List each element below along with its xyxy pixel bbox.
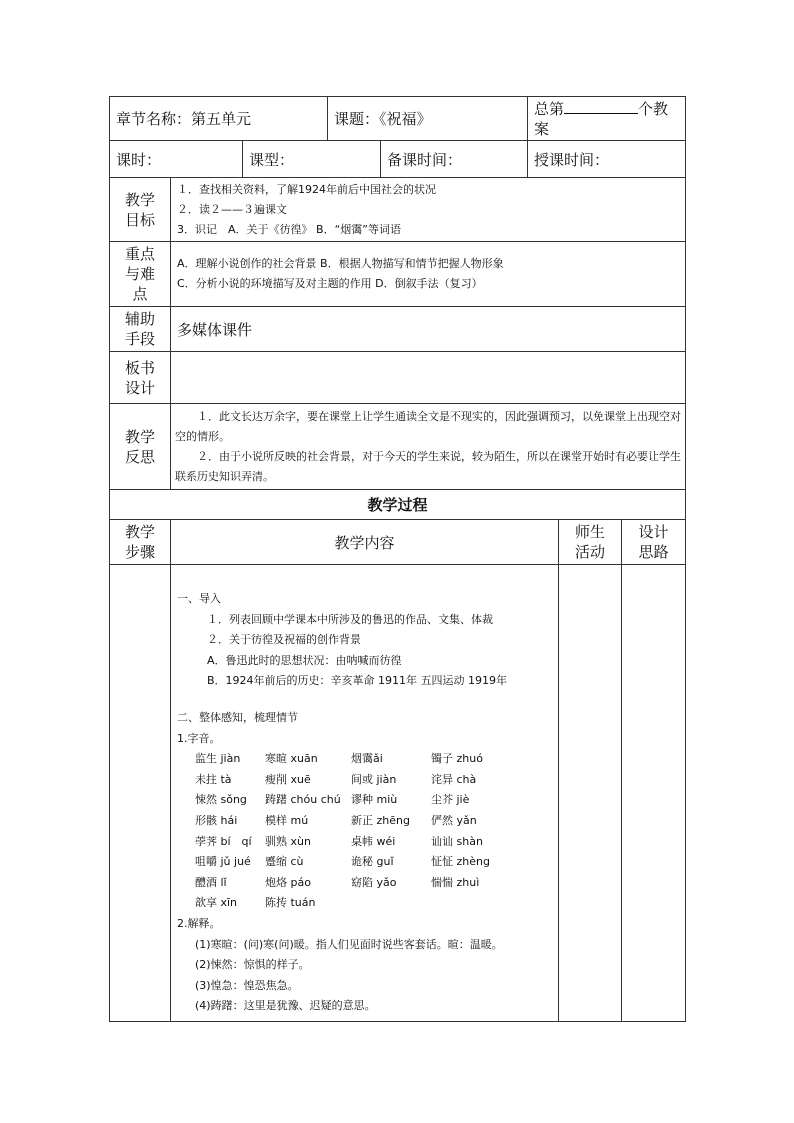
pinyin-word: 悚然 sǒng [195,793,247,807]
intro-item: １．列表回顾中学课本中所涉及的鲁迅的作品、文集、体裁 [207,612,493,626]
process-title: 教学过程 [110,490,686,520]
pinyin-word: 蹙缩 cù [265,855,304,869]
subsection-title: 1.字音。 [177,731,221,745]
total-blank [564,99,638,114]
intro-item: ２．关于彷徨及祝福的创作背景 [207,633,361,647]
goal-item: １．查找相关资料，了解1924年前后中国社会的状况 [177,182,436,196]
pinyin-word: 诧异 chà [431,772,477,786]
lesson-title-cell: 课题：《祝福》 [328,97,528,141]
pinyin-row [177,770,552,791]
schedule-table [109,140,686,178]
pinyin-list [177,749,552,914]
aids-content: 多媒体课件 [171,307,686,352]
explanation-item: (3)惶急：惶恐焦急。 [195,978,299,992]
pinyin-row [177,893,552,914]
pinyin-word: 踌躇 chóu chú [265,793,341,807]
pinyin-word: 桌帏 wéi [351,834,396,848]
design-cell [622,565,686,1022]
key-point-item: C．分析小说的环境描写及对主题的作用 D．倒叙手法（复习） [177,277,483,290]
pinyin-word: 未拄 tà [195,772,232,786]
total-prefix: 总第 [534,99,565,118]
info-table [109,177,686,520]
pinyin-row [177,873,552,894]
chapter-cell: 章节名称：第五单元 [110,97,328,141]
explanation-item: (4)踌躇：这里是犹豫、迟疑的意思。 [195,999,376,1013]
goals-label: 教学 目标 [110,178,171,242]
subsection-title: 2.解释。 [177,916,221,930]
pinyin-word: 谬种 miù [351,793,398,807]
pinyin-row [177,790,552,811]
pinyin-row [177,832,552,853]
pinyin-word: 咀嚼 jǔ jué [195,855,251,869]
explanation-item: (1)寒暄：(问)寒(问)暖。指人们见面时说些客套话。暄：温暖。 [195,937,503,951]
pinyin-word: 惴惴 zhuì [431,875,480,889]
board-content [171,352,686,404]
pinyin-word: 模样 mú [265,813,309,827]
pinyin-word: 荸荠 bí qí [195,834,252,848]
pinyin-word: 窈陷 yǎo [351,875,397,889]
board-label: 板书 设计 [110,352,171,404]
pinyin-word: 炮烙 páo [265,875,311,889]
pinyin-row [177,749,552,770]
pinyin-word: 醴酒 lǐ [195,875,227,889]
header-table [109,96,686,141]
hours-cell: 课时： [110,141,243,178]
reflection-para: ２．由于小说所反映的社会背景，对于今天的学生来说，较为陌生，所以在课堂开始时有必要让学生联系历史知识弄清。 [175,449,681,483]
reflection-para: １．此文长达万余字，要在课堂上让学生通读全文是不现实的，因此强调预习，以免课堂上出现空对空的情形。 [175,409,681,443]
pinyin-row [177,811,552,832]
key-points-label: 重点 与难 点 [110,242,171,307]
section-title: 一、导入 [177,592,221,605]
pinyin-row [177,852,552,873]
goal-item: ２．读２——３遍课文 [177,202,287,216]
process-table [109,519,686,1022]
steps-cell [110,565,171,1022]
key-point-item: A．理解小说创作的社会背景 B．根据人物描写和情节把握人物形象 [177,257,504,270]
col-design-header: 设计 思路 [622,520,686,565]
col-steps-header: 教学 步骤 [110,520,171,565]
pinyin-word: 间或 jiàn [351,772,397,786]
intro-item: A．鲁迅此时的思想状况：由呐喊而彷徨 [207,653,402,667]
pinyin-word: 歆享 xīn [195,896,238,910]
pinyin-word: 陈抟 tuán [265,896,316,910]
aids-label: 辅助 手段 [110,307,171,352]
pinyin-word: 讪讪 shàn [431,834,483,848]
process-content-cell [171,565,559,1022]
explanation-item: (2)悚然：惊惧的样子。 [195,958,310,972]
total-suffix-2: 案 [534,119,550,138]
goal-item: 3．识记 A．关于《彷徨》 B．“烟霭”等词语 [177,222,401,236]
pinyin-word: 瘦削 xuē [265,772,311,786]
pinyin-word: 寒暄 xuān [265,752,318,766]
pinyin-word: 烟霭ǎi [351,752,383,766]
goals-content [171,178,686,242]
teach-time-cell: 授课时间： [528,141,686,178]
pinyin-word: 监生 jiàn [195,752,241,766]
pinyin-word: 镯子 zhuó [431,752,483,766]
col-activity-header: 师生 活动 [559,520,622,565]
activity-cell [559,565,622,1022]
pinyin-word: 怔怔 zhèng [431,855,490,869]
col-content-header: 教学内容 [171,520,559,565]
section-title: 二、整体感知，梳理情节 [177,710,298,724]
pinyin-word: 驯熟 xùn [265,834,311,848]
total-suffix: 个教 [638,99,669,118]
pinyin-word: 形骸 hái [195,813,238,827]
key-points-content [171,242,686,307]
reflection-label: 教学 反思 [110,404,171,490]
total-count-cell [528,97,686,141]
pinyin-word: 新正 zhēng [351,813,410,827]
type-cell: 课型： [243,141,381,178]
reflection-content [171,404,686,490]
pinyin-word: 俨然 yǎn [431,813,477,827]
intro-item: B．1924年前后的历史：辛亥革命 1911年 五四运动 1919年 [207,674,508,688]
prep-time-cell: 备课时间： [381,141,528,178]
pinyin-word: 尘芥 jiè [431,793,470,807]
lesson-plan-page [109,96,685,1022]
pinyin-word: 诡秘 guǐ [351,855,394,869]
